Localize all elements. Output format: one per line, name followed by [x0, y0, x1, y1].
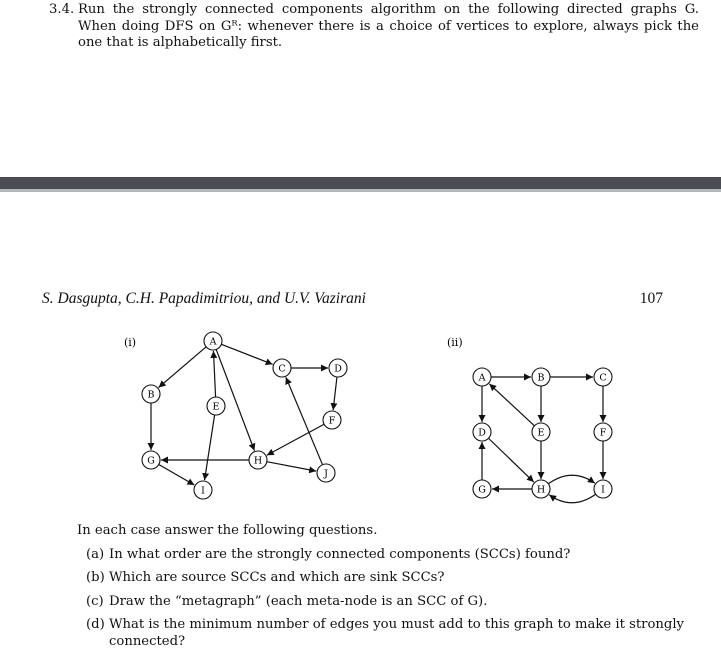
page-divider-shadow [0, 189, 721, 192]
graphs-figure [0, 320, 721, 505]
node-label-a: A [478, 372, 486, 384]
question-label: (b) [86, 570, 105, 585]
question-label: (a) [86, 546, 105, 562]
problem-statement [49, 2, 699, 52]
graph-ii-label: (ii) [447, 336, 463, 349]
question-a [77, 547, 687, 564]
problem-text: Run the strongly connected components algorithm on the following directed graphs G. When doing DFS on Gᴿ: whenever there is a choice of vertices to explore, always pick the one that is alphabetically first. [78, 2, 699, 50]
node-label-e: E [212, 401, 220, 413]
node-label-f: F [599, 427, 607, 439]
edge-e-to-a [489, 384, 534, 426]
edge-f-to-h [267, 424, 324, 455]
question-text: Draw the “metagraph” (each meta-node is an SCC of G). [109, 593, 488, 609]
node-label-c: C [599, 372, 607, 384]
question-label: (c) [86, 593, 104, 609]
edge-e-to-a [213, 351, 215, 397]
edge-d-to-h [488, 438, 533, 482]
edge-a-to-c [221, 344, 272, 364]
running-head-authors: S. Dasgupta, C.H. Papadimitriou, and U.V. Vazirani [42, 290, 366, 307]
graph-i [142, 332, 347, 499]
node-label-b: B [147, 389, 155, 401]
question-label: (d) [86, 617, 105, 632]
question-text: What is the minimum number of edges you must add to this graph to make it strongly connected? [109, 617, 685, 649]
node-label-g: G [147, 455, 155, 467]
edge-h-to-i [548, 475, 595, 484]
node-label-g: G [478, 484, 486, 496]
problem-number: 3.4. [49, 2, 75, 17]
edge-a-to-b [159, 347, 207, 388]
page-divider [0, 177, 721, 189]
node-label-i: I [201, 485, 205, 497]
graph-ii [473, 368, 612, 503]
node-label-f: F [328, 415, 336, 427]
node-label-h: H [536, 484, 546, 496]
node-label-c: C [278, 363, 286, 375]
node-label-i: I [601, 484, 605, 496]
edge-e-to-i [205, 415, 215, 480]
node-label-h: H [253, 455, 263, 467]
edge-g-to-i [159, 464, 195, 485]
page-number: 107 [639, 290, 663, 307]
node-label-j: J [324, 468, 328, 480]
node-label-d: D [478, 427, 486, 439]
questions-intro: In each case answer the following questions. [77, 523, 378, 538]
question-b [77, 570, 687, 587]
question-text: Which are source SCCs and which are sink SCCs? [109, 570, 445, 585]
node-label-b: B [537, 372, 545, 384]
node-label-d: D [334, 363, 342, 375]
edge-j-to-c [286, 377, 323, 464]
question-c [77, 594, 687, 611]
edge-d-to-f [333, 377, 337, 410]
question-text: In what order are the strongly connected components (SCCs) found? [109, 546, 571, 562]
node-label-a: A [209, 336, 217, 348]
edge-i-to-h [549, 494, 596, 503]
question-d [77, 617, 687, 650]
graph-i-label: (i) [124, 336, 137, 349]
questions-section [77, 523, 687, 657]
edge-h-to-j [267, 462, 316, 471]
node-label-e: E [537, 427, 545, 439]
